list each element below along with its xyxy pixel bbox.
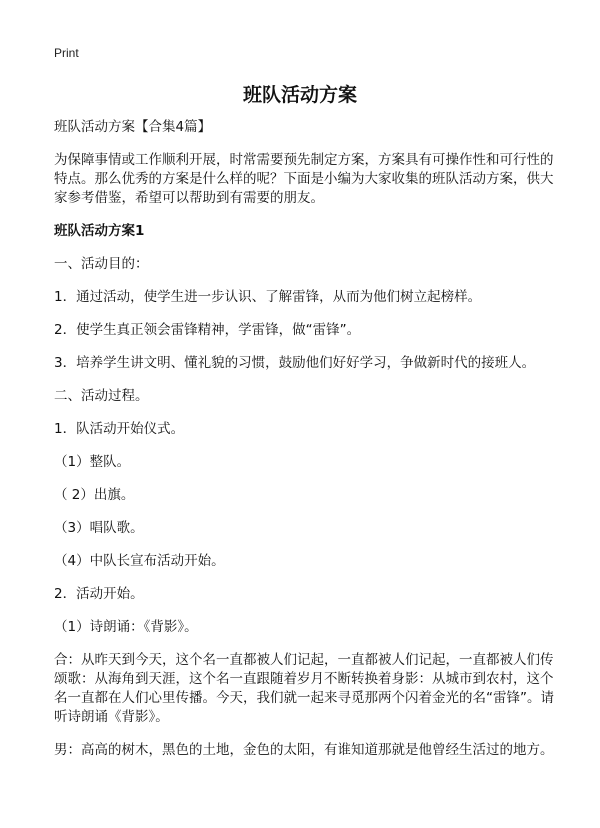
paragraph-male-voice: 男：高高的树木，黑色的土地，金色的太阳，有谁知道那就是他曾经生活过的地方。 bbox=[54, 742, 554, 758]
paragraph-activity-purpose: 一、活动目的： bbox=[54, 256, 149, 272]
paragraph-purpose-3: 3．培养学生讲文明、懂礼貌的习惯，鼓励他们好好学习，争做新时代的接班人。 bbox=[54, 355, 536, 371]
paragraph-announce-start: （4）中队长宣布活动开始。 bbox=[54, 553, 225, 569]
document-title: 班队活动方案 bbox=[242, 84, 357, 106]
document-body bbox=[54, 118, 554, 774]
document-subtitle: 班队活动方案【合集4篇】 bbox=[54, 119, 212, 135]
paragraph-activity-start: 2．活动开始。 bbox=[54, 586, 144, 602]
paragraph-activity-process: 二、活动过程。 bbox=[54, 388, 149, 404]
paragraph-chorus: 合：从昨天到今天，这个名一直都被人们记起，一直都被人们记起，一直都被人们传颂歌：从海角到天涯，这个名一直跟随着岁月不断转换着身影：从城市到农村，这个名一直都在人们心里传播。今天，我们就一起来寻觅那两个闪着金光的名“雷锋”。请听诗朗诵《背影》。 bbox=[54, 652, 554, 725]
intro-paragraph: 为保障事情或工作顺利开展，时常需要预先制定方案，方案具有可操作性和可行性的特点。那么优秀的方案是什么样的呢？下面是小编为大家收集的班队活动方案，供大家参考借鉴，希望可以帮助到有需要的朋友。 bbox=[54, 152, 554, 206]
print-link[interactable]: Print bbox=[54, 46, 79, 60]
paragraph-flag: （ 2）出旗。 bbox=[54, 487, 135, 503]
paragraph-poem-recital: （1）诗朗诵：《背影》。 bbox=[54, 619, 198, 635]
paragraph-line-up: （1）整队。 bbox=[54, 454, 131, 470]
paragraph-opening-ceremony: 1．队活动开始仪式。 bbox=[54, 421, 185, 437]
paragraph-purpose-1: 1．通过活动，使学生进一步认识、了解雷锋，从而为他们树立起榜样。 bbox=[54, 289, 482, 305]
paragraph-team-song: （3）唱队歌。 bbox=[54, 520, 144, 536]
section-heading: 班队活动方案1 bbox=[54, 223, 145, 239]
paragraph-purpose-2: 2．使学生真正领会雷锋精神，学雷锋，做“雷锋”。 bbox=[54, 322, 361, 338]
